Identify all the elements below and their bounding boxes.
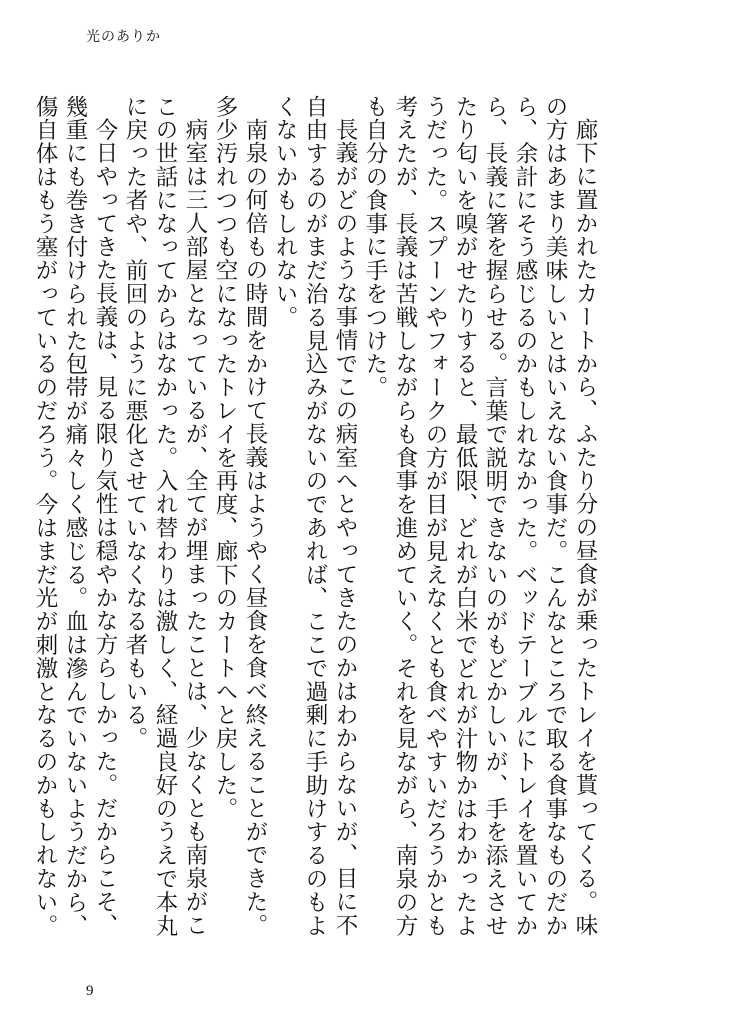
- paragraph: 長義がどのような事情でこの病室へとやってきたのかはわからないが、目に不自由するのがまだ治る見込みがないのであれば、ここで過剰に手助けするのもよくないかもしれない。: [272, 95, 358, 938]
- paragraph: 南泉の何倍もの時間をかけて長義はようやく昼食を食べ終えることができた。多少汚れつつも空になったトレイを再度、廊下のカートへと戻した。: [212, 95, 268, 937]
- paragraph: 廊下に置かれたカートから、ふたり分の昼食が乗ったトレイを貰ってくる。味の方はあまり美味しいとはいえない食事だ。こんなところで取る食事なものだから、余計にそう感じるのかもしれなかった。ベッドテーブルにトレイを置いてから、長義に箸を握らせる。言葉で説明できないのがもどかしいが、手を添えさせたり匂いを嗅がせたりすると、最低限、どれが白米でどれが汁物かはわかったようだった。スプーンやフォークの方が目が見えなくとも食べやすいだろうかとも考えたが、長義は苦戦しながらも食事を進めていく。それを見ながら、南泉の方も自分の食事に手をつけた。: [362, 95, 598, 938]
- page-number: 9: [86, 983, 94, 999]
- paragraph: 今日やってきた長義は、見る限り気性は穏やかな方らしかった。だからこそ、幾重にも巻き付けられた包帯が痛々しく感じる。血は滲んでいないようだから、傷自体はもう塞がっているのだろう。今はまだ光が刺激となるのかもしれない。: [32, 95, 118, 938]
- body-text: [32, 95, 600, 957]
- paragraph: 病室は三人部屋となっているが、全てが埋まったことは、少なくとも南泉がここの世話になってからはなかった。入れ替わりは激しく、経過良好のうえで本丸に戻った者や、前回のように悪化させていなくなる者もいる。: [122, 95, 208, 938]
- running-head: 光のありか: [86, 29, 161, 45]
